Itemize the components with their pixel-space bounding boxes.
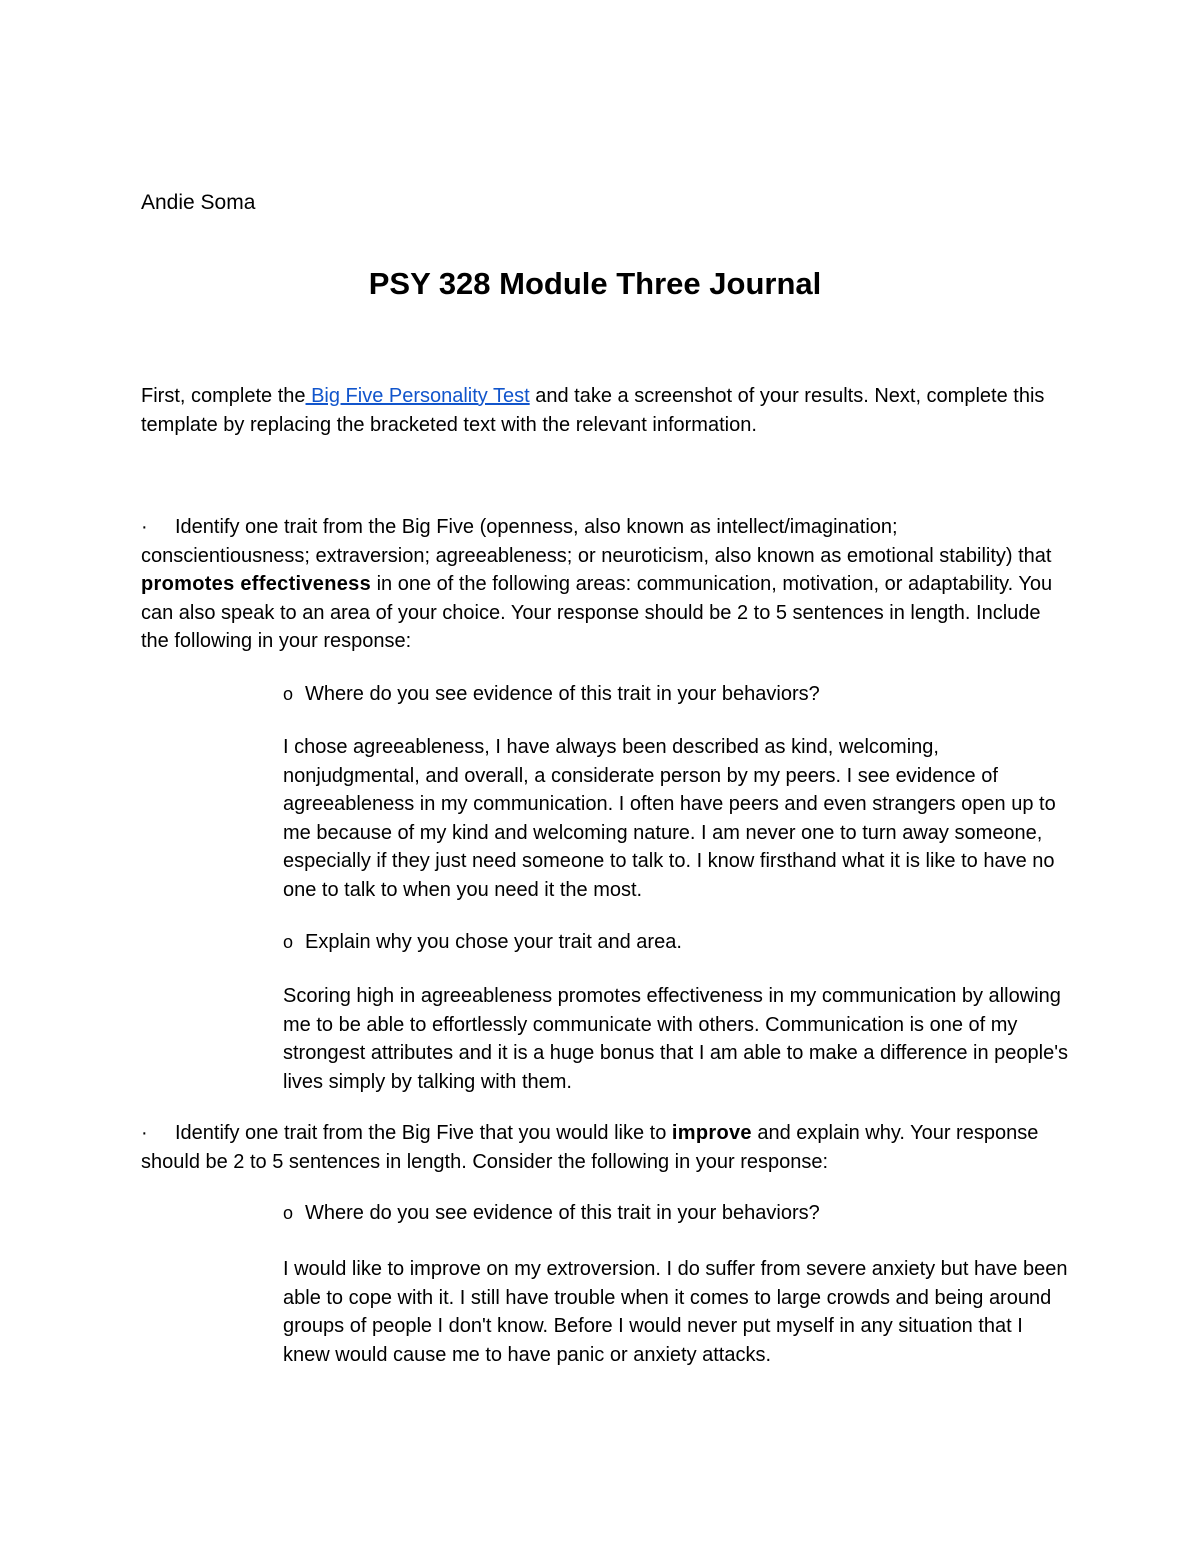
sub-question-three-text: Where do you see evidence of this trait in your behaviors?	[305, 1202, 820, 1224]
document-title: PSY 328 Module Three Journal	[368, 266, 822, 301]
prompt-two-text-end: and explain why. Your response should be 2 to 5 sentences in length. Consider the following in your response:	[141, 1122, 1039, 1173]
prompt-one-bullet: ·	[141, 516, 148, 538]
prompt-two-paragraph	[141, 1119, 1071, 1176]
sub-question-two-text: Explain why you chose your trait and area.	[305, 931, 682, 953]
author-name: Andie Soma	[141, 191, 256, 214]
big-five-test-link[interactable]: Big Five Personality Test	[305, 385, 530, 407]
sub-question-one-text: Where do you see evidence of this trait in your behaviors?	[305, 683, 820, 705]
sub-question-one	[283, 680, 820, 709]
prompt-one-text-start: Identify one trait from the Big Five (openness, also known as intellect/imagination; conscientiousness; extraversion; agreeableness; or neuroticism, also known as emotional stability) that	[141, 516, 1052, 567]
sub-question-two-marker: o	[283, 932, 294, 952]
answer-three: I would like to improve on my extroversion. I do suffer from severe anxiety but have been able to cope with it. I still have trouble when it comes to large crowds and being around groups of people I don't know. Before I would never put myself in any situation that I knew would cause me to have panic or anxiety attacks.	[283, 1258, 1068, 1366]
prompt-two-bold: improve	[671, 1122, 752, 1144]
sub-question-two	[283, 928, 682, 957]
prompt-two-bullet: ·	[141, 1122, 148, 1144]
intro-text-after-link: and take a screenshot of your results. Next, complete this template by replacing the bracketed text with the relevant information.	[141, 385, 1045, 436]
intro-paragraph	[141, 382, 1071, 439]
prompt-one-paragraph	[141, 513, 1071, 656]
answer-two: Scoring high in agreeableness promotes effectiveness in my communication by allowing me to be able to effortlessly communicate with others. Communication is one of my strongest attributes and it is a huge bonus that I am able to make a difference in people's lives simply by talking with them.	[283, 985, 1069, 1093]
prompt-one-text-end: in one of the following areas: communication, motivation, or adaptability. You can also speak to an area of your choice. Your response should be 2 to 5 sentences in length. Include the following in your response:	[141, 573, 1053, 653]
sub-question-one-marker: o	[283, 684, 294, 704]
sub-question-three	[283, 1199, 820, 1228]
answer-one: I chose agreeableness, I have always been described as kind, welcoming, nonjudgmental, and overall, a considerate person by my peers. I see evidence of agreeableness in my communication. I often have peers and even strangers open up to me because of my kind and welcoming nature. I am never one to turn away someone, especially if they just need someone to talk to. I know firsthand what it is like to have no one to talk to when you need it the most.	[283, 736, 1056, 901]
sub-question-three-marker: o	[283, 1203, 294, 1223]
intro-text-before-link: First, complete the	[141, 385, 306, 407]
prompt-one-bold: promotes effectiveness	[141, 573, 372, 596]
prompt-two-text-start: Identify one trait from the Big Five that you would like to	[175, 1122, 672, 1144]
